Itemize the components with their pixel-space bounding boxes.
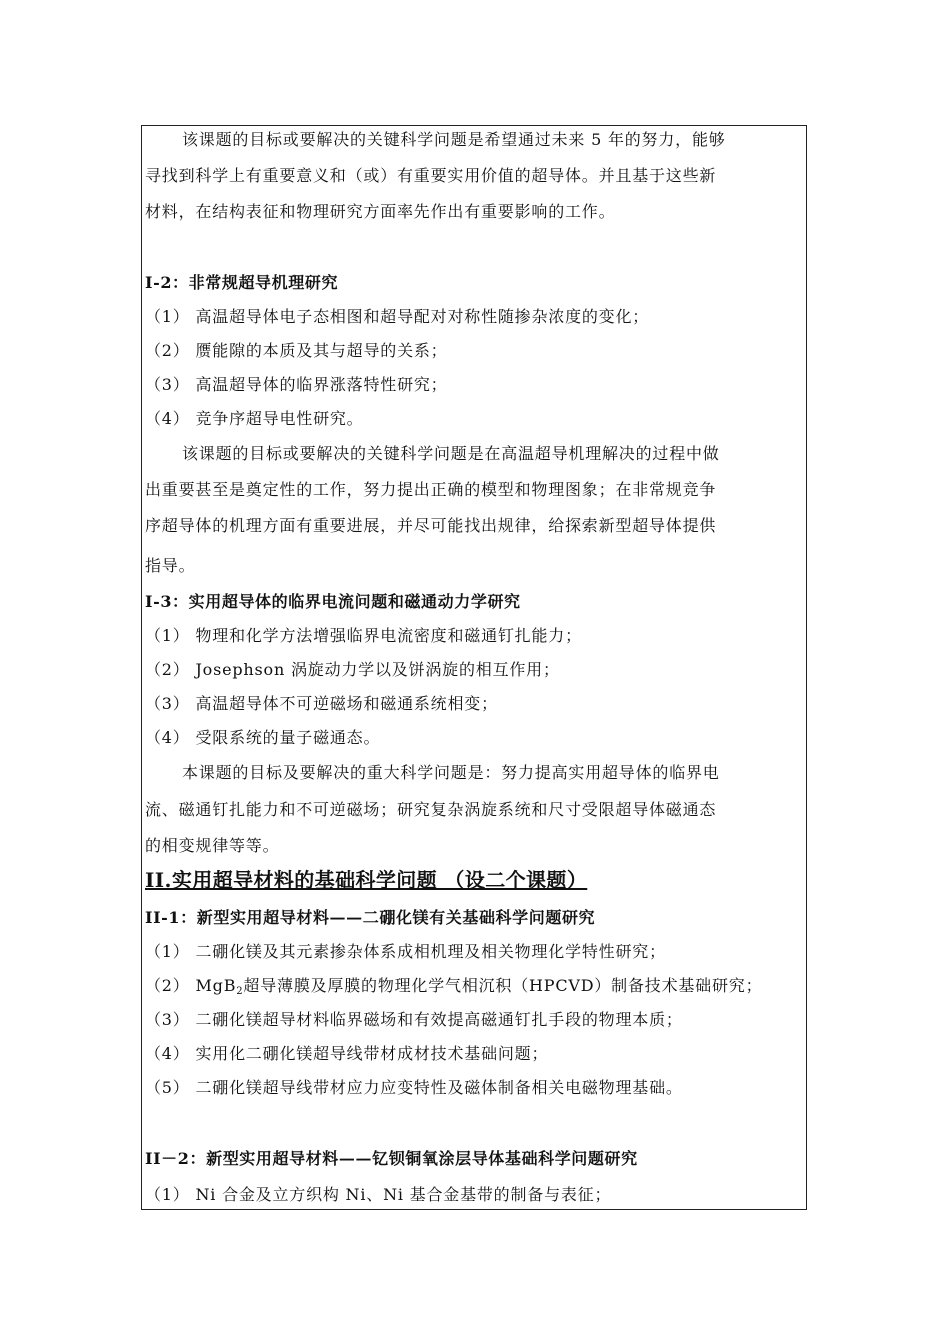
section-heading-ii1: II-1：新型实用超导材料——二硼化镁有关基础科学问题研究	[145, 908, 596, 927]
list-item: （1） 物理和化学方法增强临界电流密度和磁通钉扎能力；	[145, 626, 582, 645]
list-item: （4） 受限系统的量子磁通态。	[145, 728, 381, 747]
list-item: （3） 高温超导体的临界涨落特性研究；	[145, 375, 448, 394]
list-item: （4） 实用化二硼化镁超导线带材成材技术基础问题；	[145, 1044, 549, 1063]
section-heading-ii2: II－2：新型实用超导材料——钇钡铜氧涂层导体基础科学问题研究	[145, 1149, 638, 1168]
paragraph-line: 的相变规律等等。	[145, 836, 280, 855]
list-item	[145, 975, 805, 1003]
list-item: （1） 二硼化镁及其元素掺杂体系成相机理及相关物理化学特性研究；	[145, 942, 666, 961]
list-item: （1） Ni 合金及立方织构 Ni、Ni 基合金基带的制备与表征；	[145, 1185, 612, 1204]
list-item: （5） 二硼化镁超导线带材应力应变特性及磁体制备相关电磁物理基础。	[145, 1078, 683, 1097]
list-item: （2） Josephson 涡旋动力学以及饼涡旋的相互作用；	[145, 660, 560, 679]
paragraph-line: 出重要甚至是奠定性的工作，努力提出正确的模型和物理图象；在非常规竞争	[145, 480, 717, 499]
section-heading-i2: I-2：非常规超导机理研究	[145, 273, 339, 292]
paragraph-line: 材料，在结构表征和物理研究方面率先作出有重要影响的工作。	[145, 202, 616, 221]
paragraph-line: 序超导体的机理方面有重要进展，并尽可能找出规律，给探索新型超导体提供	[145, 516, 717, 535]
list-item: （4） 竞争序超导电性研究。	[145, 409, 364, 428]
paragraph-line: 寻找到科学上有重要意义和（或）有重要实用价值的超导体。并且基于这些新	[145, 166, 717, 185]
list-item-prefix: （2） MgB	[145, 976, 237, 995]
part-heading-ii: II.实用超导材料的基础科学问题 （设二个课题）	[145, 868, 588, 892]
list-item: （3） 高温超导体不可逆磁场和磁通系统相变；	[145, 694, 498, 713]
paragraph-line: 本课题的目标及要解决的重大科学问题是：努力提高实用超导体的临界电	[182, 763, 720, 782]
list-item-text: 超导薄膜及厚膜的物理化学气相沉积（HPCVD）制备技术基础研究；	[243, 976, 763, 995]
paragraph-line: 该课题的目标或要解决的关键科学问题是希望通过未来 5 年的努力，能够	[182, 130, 726, 149]
paragraph-line: 该课题的目标或要解决的关键科学问题是在高温超导机理解决的过程中做	[182, 444, 720, 463]
section-heading-i3: I-3：实用超导体的临界电流问题和磁通动力学研究	[145, 592, 521, 611]
list-item: （3） 二硼化镁超导材料临界磁场和有效提高磁通钉扎手段的物理本质；	[145, 1010, 683, 1029]
paragraph-line: 流、磁通钉扎能力和不可逆磁场；研究复杂涡旋系统和尺寸受限超导体磁通态	[145, 800, 717, 819]
subscript: 2	[236, 986, 244, 997]
list-item: （2） 赝能隙的本质及其与超导的关系；	[145, 341, 448, 360]
paragraph-line: 指导。	[145, 556, 196, 575]
list-item: （1） 高温超导体电子态相图和超导配对对称性随掺杂浓度的变化；	[145, 307, 650, 326]
